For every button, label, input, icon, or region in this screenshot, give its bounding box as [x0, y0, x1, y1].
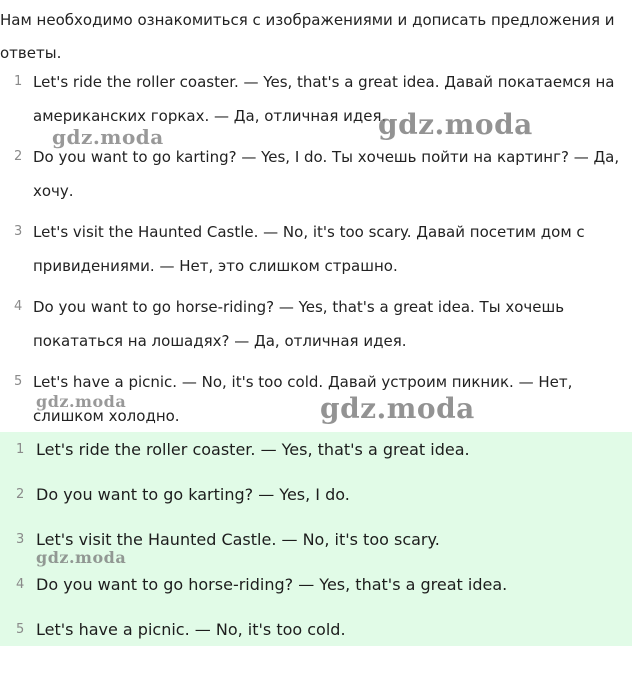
item-number: 3 — [14, 224, 23, 239]
item-number: 4 — [16, 577, 25, 592]
watermark: gdz.moda — [320, 392, 475, 425]
item-number: 1 — [14, 74, 23, 89]
answers-box — [0, 432, 632, 646]
item-number: 2 — [14, 149, 23, 164]
watermark: gdz.moda — [378, 108, 533, 141]
item-text: Let's have a picnic. — No, it's too cold. — [36, 620, 346, 639]
item-number: 5 — [16, 622, 25, 637]
item-number: 3 — [16, 532, 25, 547]
item-number: 4 — [14, 299, 23, 314]
item-text: Do you want to go horse-riding? — Yes, that's a great idea. — [36, 575, 508, 594]
item-number: 2 — [16, 487, 25, 502]
item-text: Let's ride the roller coaster. — Yes, that's a great idea. Давай покатаемся на американских горках. — Да, отличная идея. — [33, 73, 615, 125]
item-text: Do you want to go karting? — Yes, I do. Ты хочешь пойти на картинг? — Да, хочу. — [33, 148, 620, 200]
item-text: Do you want to go horse-riding? — Yes, that's a great idea. Ты хочешь покататься на лошадях? — Да, отличная идея. — [33, 298, 565, 350]
item-text: Let's ride the roller coaster. — Yes, that's a great idea. — [36, 440, 470, 459]
watermark: gdz.moda — [36, 548, 127, 567]
item-text: Do you want to go karting? — Yes, I do. — [36, 485, 350, 504]
watermark: gdz.moda — [36, 392, 127, 411]
item-number: 1 — [16, 442, 25, 457]
item-text: Let's have a picnic. — No, it's too cold. Давай устроим пикник. — Нет, слишком холодно. — [33, 373, 573, 425]
intro-paragraph: Нам необходимо ознакомиться с изображениями и дописать предложения и ответы. — [0, 11, 615, 62]
item-number: 5 — [14, 374, 23, 389]
item-text: Let's visit the Haunted Castle. — No, it's too scary. Давай посетим дом с привидениями. — Нет, это слишком страшно. — [33, 223, 585, 275]
watermark: gdz.moda — [52, 125, 164, 149]
item-text: Let's visit the Haunted Castle. — No, it's too scary. — [36, 530, 440, 549]
